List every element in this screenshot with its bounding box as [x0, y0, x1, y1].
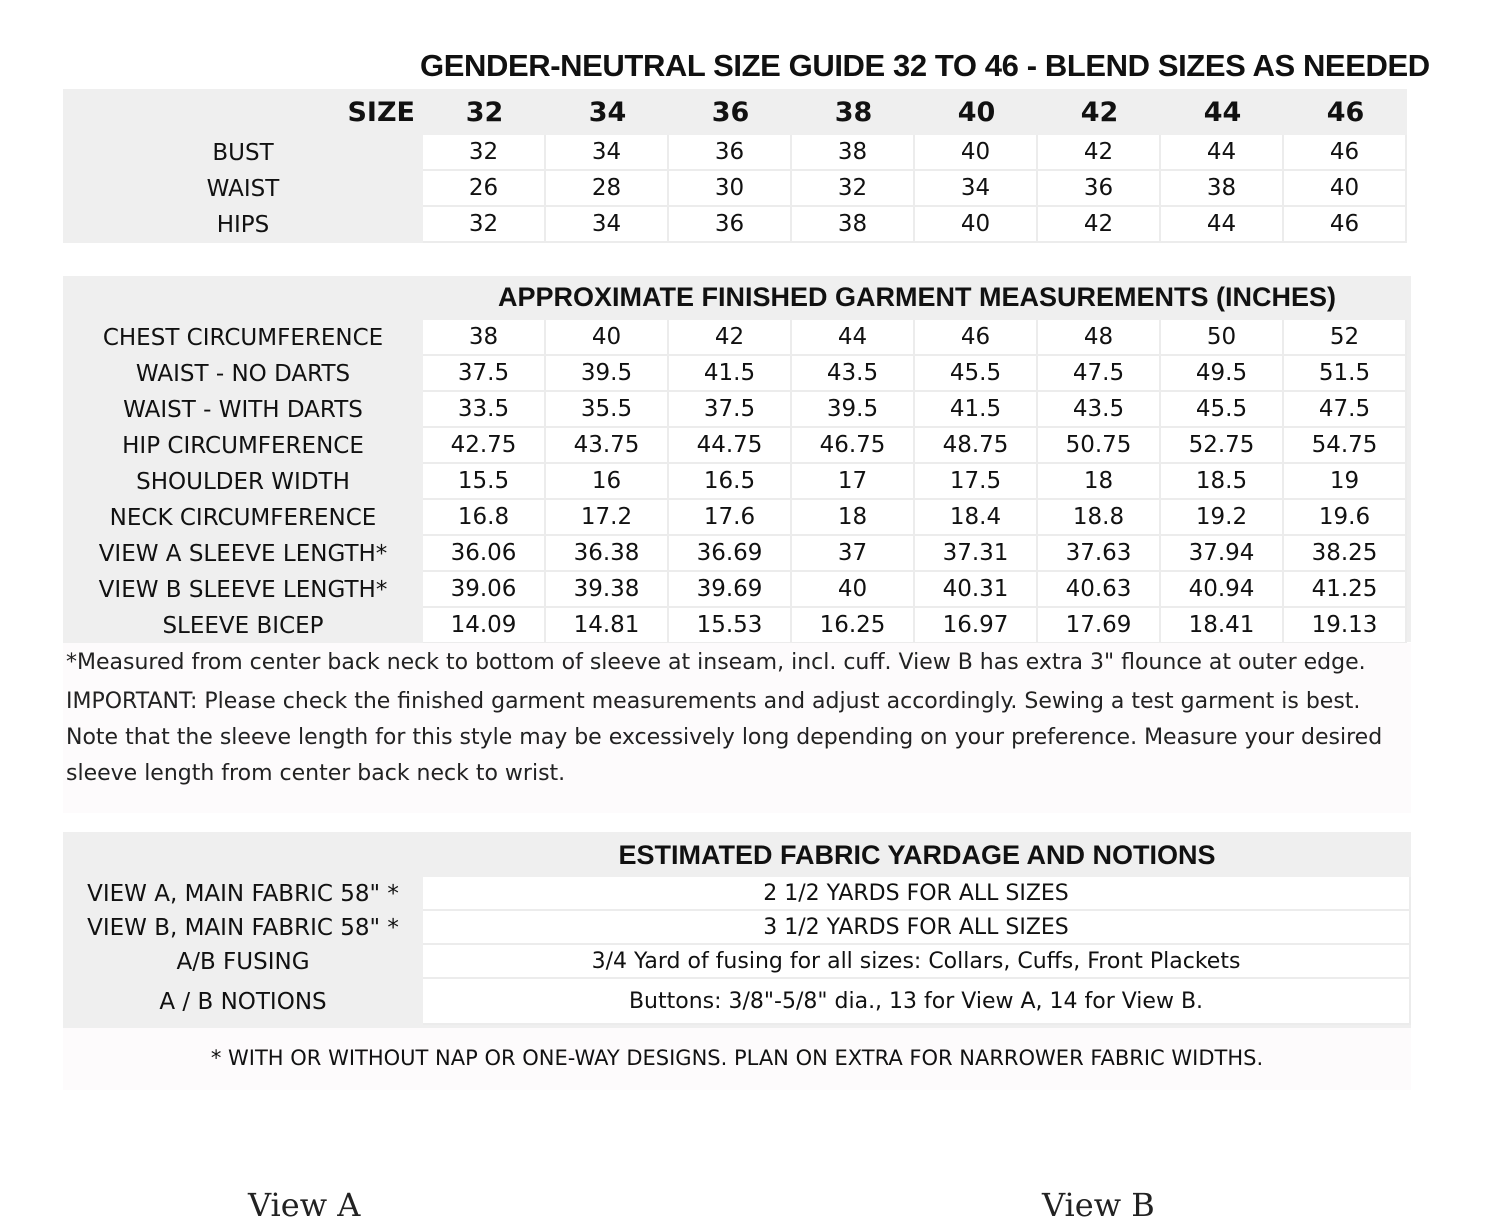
- table-cell: 48.75: [915, 428, 1038, 464]
- table-cell: 19: [1284, 464, 1407, 500]
- size-header-cell: 32: [423, 89, 546, 135]
- table-cell: 54.75: [1284, 428, 1407, 464]
- table-cell: 45.5: [915, 356, 1038, 392]
- table-cell: 32: [423, 135, 546, 171]
- table-cell: 39.38: [546, 572, 669, 608]
- table-cell: 37.63: [1038, 536, 1161, 572]
- table-cell: 37.31: [915, 536, 1038, 572]
- size-header-cell: 42: [1038, 89, 1161, 135]
- row-label-hips: HIPS: [63, 207, 423, 243]
- row-label: A/B FUSING: [63, 945, 423, 979]
- table-cell: 17.2: [546, 500, 669, 536]
- table-cell: 38: [792, 207, 915, 243]
- table-cell: 18.4: [915, 500, 1038, 536]
- table-cell: 39.06: [423, 572, 546, 608]
- table-cell: 37.5: [423, 356, 546, 392]
- important-note-line-2: Note that the sleeve length for this style may be excessively long depending on your preference. Measure your desired: [66, 725, 1383, 750]
- measurements-table: [63, 320, 1407, 644]
- table-cell: 15.5: [423, 464, 546, 500]
- table-cell: 40: [915, 207, 1038, 243]
- table-cell: 46: [1284, 135, 1407, 171]
- table-cell: 39.5: [792, 392, 915, 428]
- table-row: [63, 356, 1407, 392]
- table-cell: 40: [915, 135, 1038, 171]
- table-cell: 14.81: [546, 608, 669, 644]
- cutoff-heading-left: View A: [248, 1186, 361, 1224]
- table-cell: 34: [546, 135, 669, 171]
- table-cell: 52: [1284, 320, 1407, 356]
- table-cell: 17.6: [669, 500, 792, 536]
- row-label: WAIST - WITH DARTS: [63, 392, 423, 428]
- table-cell: 16.8: [423, 500, 546, 536]
- table-cell: 16: [546, 464, 669, 500]
- table-cell: 40.31: [915, 572, 1038, 608]
- table-cell: 32: [423, 207, 546, 243]
- table-row: [63, 536, 1407, 572]
- table-cell: Buttons: 3/8"-5/8" dia., 13 for View A, 14 for View B.: [423, 979, 1411, 1025]
- table-cell: 46: [915, 320, 1038, 356]
- table-cell: 3/4 Yard of fusing for all sizes: Collars, Cuffs, Front Plackets: [423, 945, 1411, 979]
- table-cell: 40.94: [1161, 572, 1284, 608]
- table-cell: 47.5: [1038, 356, 1161, 392]
- row-label: VIEW B, MAIN FABRIC 58" *: [63, 911, 423, 945]
- table-cell: 16.97: [915, 608, 1038, 644]
- table-row: [63, 207, 1407, 243]
- size-header-cell: 34: [546, 89, 669, 135]
- row-label: WAIST - NO DARTS: [63, 356, 423, 392]
- table-row: [63, 500, 1407, 536]
- table-row: [63, 320, 1407, 356]
- table-cell: 50.75: [1038, 428, 1161, 464]
- table-row: [63, 911, 1411, 945]
- table-cell: 41.5: [669, 356, 792, 392]
- size-header-label: SIZE: [63, 89, 423, 135]
- table-cell: 28: [546, 171, 669, 207]
- table-cell: 15.53: [669, 608, 792, 644]
- table-cell: 38: [423, 320, 546, 356]
- table-cell: 40.63: [1038, 572, 1161, 608]
- table-cell: 40: [792, 572, 915, 608]
- size-header-row: [63, 89, 1407, 135]
- table-cell: 18: [1038, 464, 1161, 500]
- table-cell: 19.2: [1161, 500, 1284, 536]
- table-cell: 16.25: [792, 608, 915, 644]
- cutoff-heading-right: View B: [1042, 1186, 1155, 1224]
- table-row: [63, 877, 1411, 911]
- size-header-cell: 38: [792, 89, 915, 135]
- table-cell: 18.5: [1161, 464, 1284, 500]
- table-cell: 38: [1161, 171, 1284, 207]
- table-cell: 51.5: [1284, 356, 1407, 392]
- table-cell: 2 1/2 YARDS FOR ALL SIZES: [423, 877, 1411, 911]
- fabric-table: [63, 877, 1411, 1025]
- table-row: [63, 608, 1407, 644]
- asterisk-note: *Measured from center back neck to bottom of sleeve at inseam, incl. cuff. View B has extra 3" flounce at outer edge.: [66, 650, 1366, 675]
- table-row: [63, 464, 1407, 500]
- row-label: SLEEVE BICEP: [63, 608, 423, 644]
- table-cell: 36: [669, 135, 792, 171]
- size-header-cell: 46: [1284, 89, 1407, 135]
- table-cell: 44.75: [669, 428, 792, 464]
- table-cell: 42: [1038, 207, 1161, 243]
- table-row: [63, 171, 1407, 207]
- table-cell: 32: [792, 171, 915, 207]
- table-row: [63, 572, 1407, 608]
- size-header-cell: 36: [669, 89, 792, 135]
- table-cell: 18.8: [1038, 500, 1161, 536]
- table-cell: 3 1/2 YARDS FOR ALL SIZES: [423, 911, 1411, 945]
- table-cell: 41.25: [1284, 572, 1407, 608]
- row-label: A / B NOTIONS: [63, 979, 423, 1025]
- table-cell: 30: [669, 171, 792, 207]
- row-label: HIP CIRCUMFERENCE: [63, 428, 423, 464]
- table-cell: 49.5: [1161, 356, 1284, 392]
- table-cell: 38: [792, 135, 915, 171]
- table-cell: 36.69: [669, 536, 792, 572]
- table-cell: 44: [1161, 135, 1284, 171]
- fabric-footnote: * WITH OR WITHOUT NAP OR ONE-WAY DESIGNS. PLAN ON EXTRA FOR NARROWER FABRIC WIDTHS.: [210, 1046, 1264, 1070]
- table-cell: 52.75: [1161, 428, 1284, 464]
- row-label: VIEW A, MAIN FABRIC 58" *: [63, 877, 423, 911]
- table-cell: 40: [1284, 171, 1407, 207]
- table-row: [63, 979, 1411, 1025]
- table-row: [63, 428, 1407, 464]
- table-cell: 43.5: [1038, 392, 1161, 428]
- table-cell: 46: [1284, 207, 1407, 243]
- table-cell: 42.75: [423, 428, 546, 464]
- table-cell: 19.6: [1284, 500, 1407, 536]
- table-cell: 17.69: [1038, 608, 1161, 644]
- table-cell: 36: [669, 207, 792, 243]
- table-cell: 35.5: [546, 392, 669, 428]
- table-cell: 18: [792, 500, 915, 536]
- table-cell: 39.69: [669, 572, 792, 608]
- row-label: NECK CIRCUMFERENCE: [63, 500, 423, 536]
- table-cell: 17: [792, 464, 915, 500]
- table-cell: 44: [1161, 207, 1284, 243]
- table-cell: 34: [546, 207, 669, 243]
- table-row: [63, 135, 1407, 171]
- table-cell: 26: [423, 171, 546, 207]
- important-note-line-1: IMPORTANT: Please check the finished garment measurements and adjust accordingly. Sewing a test garment is best.: [66, 689, 1361, 714]
- row-label: SHOULDER WIDTH: [63, 464, 423, 500]
- size-table: [63, 89, 1407, 243]
- table-cell: 50: [1161, 320, 1284, 356]
- table-cell: 36: [1038, 171, 1161, 207]
- table-cell: 42: [1038, 135, 1161, 171]
- table-cell: 41.5: [915, 392, 1038, 428]
- table-cell: 44: [792, 320, 915, 356]
- table-cell: 39.5: [546, 356, 669, 392]
- table-cell: 37: [792, 536, 915, 572]
- table-cell: 43.5: [792, 356, 915, 392]
- table-cell: 18.41: [1161, 608, 1284, 644]
- table-cell: 36.06: [423, 536, 546, 572]
- table-cell: 37.5: [669, 392, 792, 428]
- size-header-cell: 40: [915, 89, 1038, 135]
- table-cell: 40: [546, 320, 669, 356]
- table-cell: 14.09: [423, 608, 546, 644]
- table-cell: 45.5: [1161, 392, 1284, 428]
- row-label: VIEW B SLEEVE LENGTH*: [63, 572, 423, 608]
- table-cell: 48: [1038, 320, 1161, 356]
- row-label: VIEW A SLEEVE LENGTH*: [63, 536, 423, 572]
- table-cell: 17.5: [915, 464, 1038, 500]
- table-cell: 47.5: [1284, 392, 1407, 428]
- important-note-line-3: sleeve length from center back neck to wrist.: [66, 761, 566, 786]
- row-label-bust: BUST: [63, 135, 423, 171]
- table-cell: 42: [669, 320, 792, 356]
- table-row: [63, 392, 1407, 428]
- table-row: [63, 945, 1411, 979]
- table-cell: 43.75: [546, 428, 669, 464]
- table-cell: 38.25: [1284, 536, 1407, 572]
- table-cell: 46.75: [792, 428, 915, 464]
- table-cell: 37.94: [1161, 536, 1284, 572]
- table-cell: 36.38: [546, 536, 669, 572]
- table-cell: 16.5: [669, 464, 792, 500]
- row-label-waist: WAIST: [63, 171, 423, 207]
- fabric-title: ESTIMATED FABRIC YARDAGE AND NOTIONS: [618, 840, 1216, 870]
- size-header-cell: 44: [1161, 89, 1284, 135]
- table-cell: 19.13: [1284, 608, 1407, 644]
- row-label: CHEST CIRCUMFERENCE: [63, 320, 423, 356]
- measurements-title: APPROXIMATE FINISHED GARMENT MEASUREMENTS (INCHES): [497, 282, 1337, 312]
- page-title: GENDER-NEUTRAL SIZE GUIDE 32 TO 46 - BLEND SIZES AS NEEDED: [420, 48, 1430, 83]
- table-cell: 33.5: [423, 392, 546, 428]
- table-cell: 34: [915, 171, 1038, 207]
